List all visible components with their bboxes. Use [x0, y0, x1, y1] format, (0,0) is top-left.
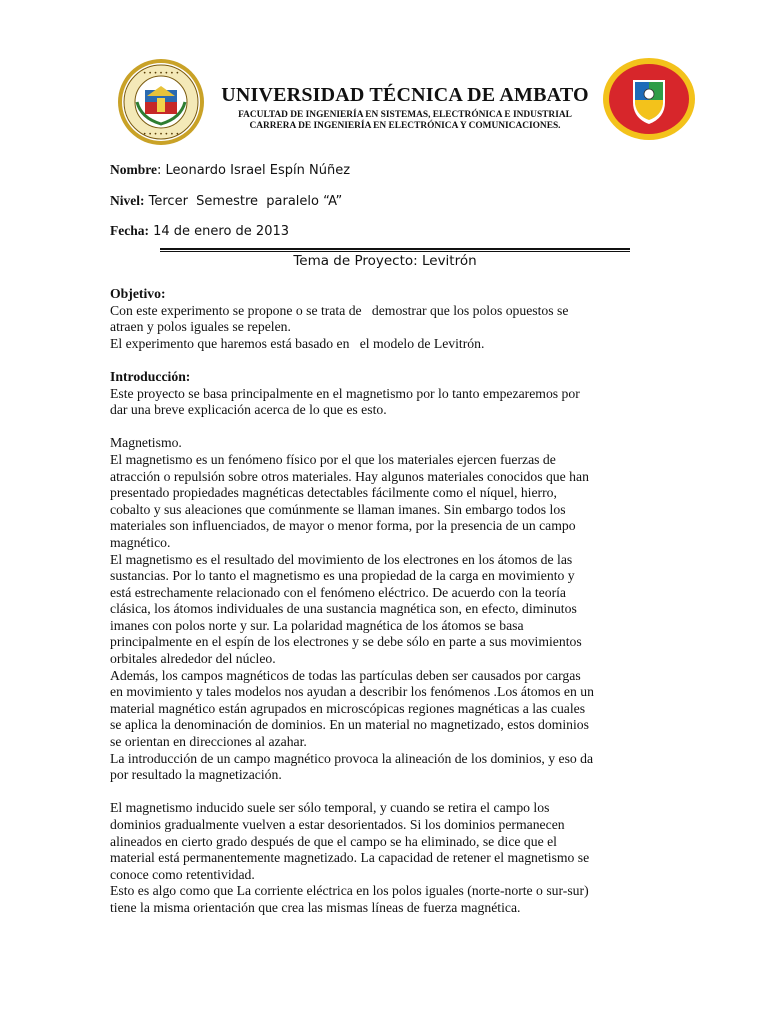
- nivel-line: [110, 193, 342, 209]
- magnetismo-p1-line: materiales son influenciados, de mayor o menor forma, por la presencia de un campo: [110, 518, 576, 534]
- magnetismo-p1-line: en movimiento y tales modelos nos ayudan a describir los fenómenos .Los átomos en un: [110, 684, 594, 700]
- magnetismo-p1-line: material magnético están agrupados en microscópicas regiones magnéticas a las cuales: [110, 700, 586, 716]
- university-seal-icon: [117, 58, 205, 146]
- magnetismo-p2-line: tiene la misma orientación que crea las mismas líneas de fuerza magnética.: [110, 899, 521, 915]
- faculty-line: FACULTAD DE INGENIERÍA EN SISTEMAS, ELECTRÓNICA E INDUSTRIAL: [238, 110, 572, 120]
- magnetismo-p1-line: presentado propiedades magnéticas detectables fácilmente como el níquel, hierro,: [110, 485, 557, 501]
- objetivo-line: Con este experimento se propone o se trata de demostrar que los polos opuestos se: [110, 302, 569, 318]
- magnetismo-p2-line: Esto es algo como que La corriente eléctrica en los polos iguales (norte-norte o sur-sur): [110, 883, 589, 899]
- fecha-value: 14 de enero de 2013: [148, 224, 290, 239]
- magnetismo-p2-line: dominios gradualmente vuelven a estar desorientados. Si los dominios permanecen: [110, 817, 565, 832]
- magnetismo-p1-line: La introducción de un campo magnético provoca la alineación de los dominios, y eso da: [110, 750, 594, 766]
- magnetismo-paragraph-2: [110, 800, 662, 916]
- magnetismo-p1-line: se orientan en direcciones al azahar.: [110, 734, 307, 750]
- divider-rule-thin: [160, 251, 630, 252]
- magnetismo-p1-line: El magnetismo es el resultado del movimiento de los electrones en los átomos de las: [110, 551, 573, 567]
- divider-rule: [160, 248, 630, 250]
- introduccion-paragraph: [110, 386, 662, 419]
- magnetismo-p1-line: magnético.: [110, 534, 171, 550]
- objetivo-line: El experimento que haremos está basado en el modelo de Levitrón.: [110, 335, 485, 351]
- nombre-label: Nombre: [110, 162, 157, 177]
- university-title: UNIVERSIDAD TÉCNICA DE AMBATO: [221, 84, 589, 106]
- magnetismo-p1-line: Además, los campos magnéticos de todas las partículas deben ser causados por cargas: [110, 667, 581, 683]
- fecha-line: [110, 223, 289, 239]
- svg-text:• • • • • • •: • • • • • • •: [142, 131, 180, 138]
- objetivo-line: atraen y polos iguales se repelen.: [110, 319, 291, 335]
- fecha-label: Fecha:: [110, 223, 149, 238]
- magnetismo-p1-line: El magnetismo es un fenómeno físico por el que los materiales ejercen fuerzas de: [110, 451, 556, 467]
- magnetismo-p2-line: El magnetismo inducido suele ser sólo temporal, y cuando se retira el campo los: [110, 800, 550, 816]
- magnetismo-p1-line: está estrechamente relacionado con el fenómeno eléctrico. De acuerdo con la teoría: [110, 584, 567, 600]
- magnetismo-p2-line: material está permanentemente magnetizado. La capacidad de retener el magnetismo se: [110, 850, 590, 866]
- nivel-label: Nivel:: [110, 193, 145, 208]
- magnetismo-p2-line: conoce como retentividad.: [110, 866, 255, 882]
- introduccion-heading: Introducción:: [110, 368, 191, 384]
- magnetismo-p1-line: cobalto y sus aleaciones que comúnmente se llaman imanes. Sin embargo todos los: [110, 501, 566, 517]
- faculty-shield-icon: [601, 56, 697, 142]
- objetivo-paragraph: [110, 303, 662, 353]
- magnetismo-p2-line: alineados en cierto grado después de que el campo se ha eliminado, se dice que el: [110, 833, 557, 849]
- magnetismo-p1-line: orbitales alrededor del núcleo.: [110, 651, 276, 667]
- career-line: CARRERA DE INGENIERÍA EN ELECTRÓNICA Y COMUNICACIONES.: [249, 121, 561, 131]
- svg-text:• • • • • • •: • • • • • • •: [142, 70, 180, 77]
- introduccion-line: dar una breve explicación acerca de lo que es esto.: [110, 402, 387, 418]
- magnetismo-paragraph-1: [110, 452, 662, 784]
- magnetismo-p1-line: por resultado la magnetización.: [110, 767, 282, 783]
- project-topic: [160, 253, 610, 269]
- project-topic-label: Tema de Proyecto:: [293, 253, 418, 269]
- document-body: [110, 286, 662, 917]
- magnetismo-p1-line: sustancias. Por lo tanto el magnetismo es una propiedad de la carga en movimiento y: [110, 568, 575, 584]
- magnetismo-p1-line: atracción o repulsión sobre otros materiales. Hay algunos materiales conocidos que han: [110, 468, 589, 484]
- objetivo-heading: Objetivo:: [110, 286, 166, 301]
- magnetismo-p1-line: principalmente en el espín de los electrones y se debe sólo en parte a sus movimientos: [110, 634, 582, 650]
- nivel-value: Tercer Semestre paralelo “A”: [144, 194, 343, 209]
- magnetismo-heading: Magnetismo.: [110, 435, 182, 451]
- magnetismo-p1-line: se aplica la denominación de dominios. En un material no magnetizado, estos dominios: [110, 717, 589, 733]
- introduccion-line: Este proyecto se basa principalmente en el magnetismo por lo tanto empezaremos por: [110, 385, 580, 401]
- nombre-line: [110, 162, 350, 178]
- magnetismo-p1-line: imanes con polos norte y sur. La polaridad magnética de los átomos se basa: [110, 617, 524, 633]
- magnetismo-p1-line: clásica, los átomos individuales de una sustancia magnética son, en efecto, diminutos: [110, 601, 577, 617]
- project-topic-value: Levitrón: [417, 253, 477, 269]
- nombre-value: : Leonardo Israel Espín Núñez: [157, 163, 351, 178]
